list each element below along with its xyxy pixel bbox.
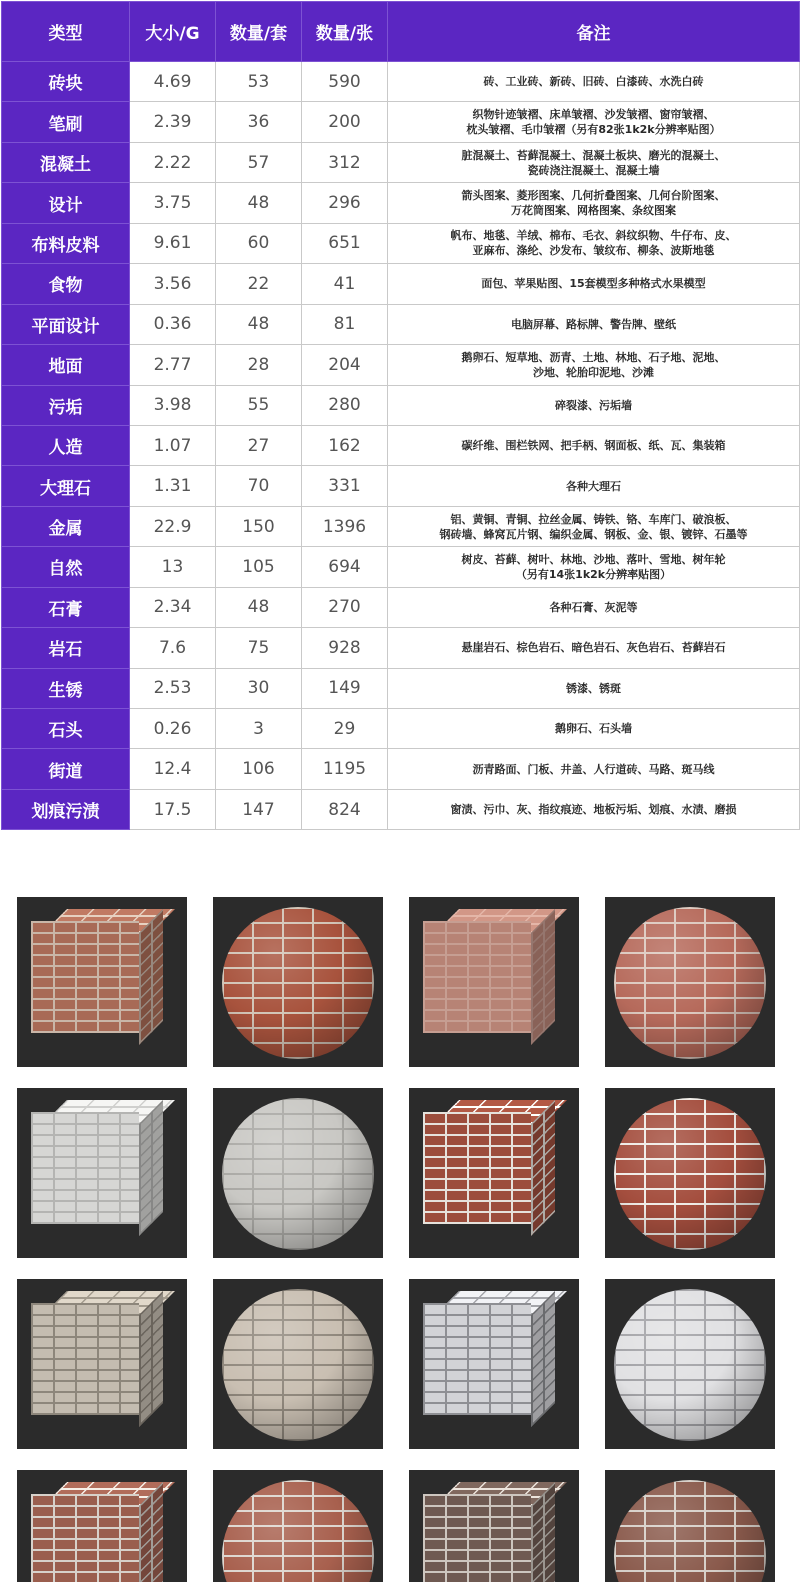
note-line: 瓷砖浇注混凝土、混凝土墙 [527,163,660,177]
sets-cell: 106 [216,749,302,789]
table-row [2,547,800,587]
sets-cell: 48 [216,587,302,627]
sheets-cell: 694 [302,547,388,587]
sets-cell: 3 [216,709,302,749]
sphere-shading [614,1098,766,1250]
note-line: 各种石膏、灰泥等 [549,600,638,614]
sets-cell: 55 [216,385,302,425]
note-line: 面包、苹果贴图、15套模型多种格式水果模型 [481,277,706,291]
sphere-shading [614,907,766,1059]
sheets-cell: 651 [302,223,388,263]
table-row [2,304,800,344]
type-cell: 平面设计 [2,304,130,344]
sheets-cell: 29 [302,709,388,749]
type-cell: 混凝土 [2,142,130,182]
cube-face [423,1494,531,1582]
table-row [2,709,800,749]
type-cell: 布料皮料 [2,223,130,263]
material-preview-cube [17,897,187,1067]
sets-cell: 150 [216,506,302,546]
sphere-shading [222,1098,374,1250]
table-row [2,385,800,425]
size-cell: 1.31 [130,466,216,506]
note-line: （另有14张1k2k分辨率贴图） [515,567,672,581]
note-cell [388,749,800,789]
table-row [2,223,800,263]
sets-cell: 30 [216,668,302,708]
sheets-cell: 590 [302,62,388,102]
size-cell: 2.77 [130,345,216,385]
material-preview-gallery [0,897,800,1582]
material-preview-sphere [605,897,775,1067]
sheets-cell: 331 [302,466,388,506]
note-line: 箭头图案、菱形图案、几何折叠图案、几何台阶图案、 [461,189,726,203]
type-cell: 污垢 [2,385,130,425]
type-cell: 生锈 [2,668,130,708]
sets-cell: 57 [216,142,302,182]
note-line: 铝、黄铜、青铜、拉丝金属、铸铁、铬、车库门、破浪板、 [450,512,737,526]
sets-cell: 28 [216,345,302,385]
sets-cell: 48 [216,183,302,223]
type-cell: 岩石 [2,628,130,668]
sphere-shading [614,1289,766,1441]
table-row [2,628,800,668]
note-line: 电脑屏幕、路标牌、警告牌、壁纸 [511,317,676,331]
header-size: 大小/G [130,2,216,62]
note-line: 碳纤维、围栏铁网、把手柄、钢面板、纸、瓦、集装箱 [461,439,726,453]
table-row [2,466,800,506]
sheets-cell: 280 [302,385,388,425]
sheets-cell: 162 [302,425,388,465]
note-line: 万花筒图案、网格图案、条纹图案 [511,204,676,218]
table-row [2,183,800,223]
note-cell [388,385,800,425]
type-cell: 大理石 [2,466,130,506]
size-cell: 2.22 [130,142,216,182]
note-cell [388,668,800,708]
note-line: 枕头皱褶、毛巾皱褶（另有82张1k2k分辨率贴图） [466,123,721,137]
cube-face [31,921,139,1033]
note-cell [388,62,800,102]
sheets-cell: 296 [302,183,388,223]
sphere-shading [222,907,374,1059]
note-line: 帆布、地毯、羊绒、棉布、毛衣、斜纹织物、牛仔布、皮、 [450,229,737,243]
table-row [2,62,800,102]
table-row [2,749,800,789]
note-cell [388,425,800,465]
cube-face [139,1100,163,1236]
size-cell: 2.34 [130,587,216,627]
note-line: 亚麻布、涤纶、沙发布、皱纹布、柳条、波斯地毯 [472,244,715,258]
table-row [2,264,800,304]
sheets-cell: 824 [302,789,388,829]
size-cell: 3.75 [130,183,216,223]
sphere-shading [222,1289,374,1441]
type-cell: 食物 [2,264,130,304]
note-cell [388,709,800,749]
material-preview-cube [409,1088,579,1258]
note-cell [388,345,800,385]
sets-cell: 60 [216,223,302,263]
material-preview-cube [409,1470,579,1582]
type-cell: 设计 [2,183,130,223]
type-cell: 自然 [2,547,130,587]
size-cell: 22.9 [130,506,216,546]
type-cell: 砖块 [2,62,130,102]
cube-face [531,1291,555,1427]
cube-face [423,1112,531,1224]
note-line: 钢砖墙、蜂窝瓦片钢、编织金属、钢板、金、银、镀锌、石墨等 [439,527,748,541]
note-line: 沙地、轮胎印泥地、沙滩 [533,365,654,379]
note-cell [388,142,800,182]
sheets-cell: 270 [302,587,388,627]
type-cell: 金属 [2,506,130,546]
table-row [2,587,800,627]
table-body [2,62,800,830]
cube-face [531,1100,555,1236]
size-cell: 9.61 [130,223,216,263]
cube-face [139,909,163,1045]
type-cell: 人造 [2,425,130,465]
size-cell: 12.4 [130,749,216,789]
header-type: 类型 [2,2,130,62]
sets-cell: 22 [216,264,302,304]
note-line: 鹅卵石、石头墙 [555,722,632,736]
cube-face [423,1303,531,1415]
table-row [2,345,800,385]
type-cell: 石膏 [2,587,130,627]
type-cell: 石头 [2,709,130,749]
type-cell: 笔刷 [2,102,130,142]
cube-face [31,1494,139,1582]
size-cell: 2.39 [130,102,216,142]
sheets-cell: 1195 [302,749,388,789]
note-line: 窗渍、污巾、灰、指纹痕迹、地板污垢、划痕、水渍、磨损 [450,803,737,817]
sets-cell: 105 [216,547,302,587]
sheets-cell: 204 [302,345,388,385]
note-cell [388,547,800,587]
header-sheets: 数量/张 [302,2,388,62]
size-cell: 2.53 [130,668,216,708]
sheets-cell: 81 [302,304,388,344]
note-cell [388,789,800,829]
cube-face [423,921,531,1033]
material-preview-sphere [605,1088,775,1258]
note-line: 织物针迹皱褶、床单皱褶、沙发皱褶、窗帘皱褶、 [472,108,715,122]
size-cell: 13 [130,547,216,587]
type-cell: 街道 [2,749,130,789]
sheets-cell: 312 [302,142,388,182]
note-cell [388,183,800,223]
cube-face [31,1303,139,1415]
sets-cell: 27 [216,425,302,465]
material-preview-sphere [213,897,383,1067]
sets-cell: 36 [216,102,302,142]
size-cell: 0.26 [130,709,216,749]
material-preview-sphere [213,1279,383,1449]
note-cell [388,304,800,344]
type-cell: 地面 [2,345,130,385]
table-row [2,668,800,708]
sheets-cell: 1396 [302,506,388,546]
sheets-cell: 149 [302,668,388,708]
material-preview-cube [17,1088,187,1258]
note-line: 各种大理石 [566,479,621,493]
material-preview-cube [17,1470,187,1582]
material-preview-sphere [213,1088,383,1258]
size-cell: 17.5 [130,789,216,829]
type-cell: 划痕污渍 [2,789,130,829]
sets-cell: 48 [216,304,302,344]
note-cell [388,264,800,304]
material-preview-sphere [605,1279,775,1449]
sets-cell: 53 [216,62,302,102]
material-preview-cube [17,1279,187,1449]
size-cell: 4.69 [130,62,216,102]
size-cell: 3.98 [130,385,216,425]
cube-face [531,909,555,1045]
sphere-shading [614,1480,766,1582]
material-catalog-table [1,1,800,830]
size-cell: 7.6 [130,628,216,668]
note-cell [388,223,800,263]
note-line: 悬崖岩石、棕色岩石、暗色岩石、灰色岩石、苔藓岩石 [461,641,726,655]
cube-face [31,1112,139,1224]
material-preview-sphere [605,1470,775,1582]
table-row [2,789,800,829]
sets-cell: 147 [216,789,302,829]
size-cell: 3.56 [130,264,216,304]
size-cell: 0.36 [130,304,216,344]
sets-cell: 75 [216,628,302,668]
note-cell [388,466,800,506]
table-row [2,102,800,142]
sheets-cell: 200 [302,102,388,142]
note-line: 碎裂漆、污垢墙 [555,398,632,412]
material-preview-cube [409,897,579,1067]
note-line: 沥青路面、门板、井盖、人行道砖、马路、斑马线 [472,762,715,776]
size-cell: 1.07 [130,425,216,465]
note-line: 砖、工业砖、新砖、旧砖、白漆砖、水洗白砖 [483,75,704,89]
note-line: 锈漆、锈斑 [566,681,621,695]
header-note: 备注 [388,2,800,62]
note-cell [388,102,800,142]
note-cell [388,587,800,627]
sphere-shading [222,1480,374,1582]
note-cell [388,628,800,668]
table-row [2,142,800,182]
cube-face [139,1291,163,1427]
table-row [2,425,800,465]
note-line: 树皮、苔藓、树叶、林地、沙地、落叶、雪地、树年轮 [461,552,726,566]
table-row [2,506,800,546]
sheets-cell: 41 [302,264,388,304]
note-cell [388,506,800,546]
note-line: 鹅卵石、短草地、沥青、土地、林地、石子地、泥地、 [461,350,726,364]
table-header-row [2,2,800,62]
sets-cell: 70 [216,466,302,506]
header-sets: 数量/套 [216,2,302,62]
sheets-cell: 928 [302,628,388,668]
material-preview-cube [409,1279,579,1449]
note-line: 脏混凝土、苔藓混凝土、混凝土板块、磨光的混凝土、 [461,148,726,162]
material-preview-sphere [213,1470,383,1582]
